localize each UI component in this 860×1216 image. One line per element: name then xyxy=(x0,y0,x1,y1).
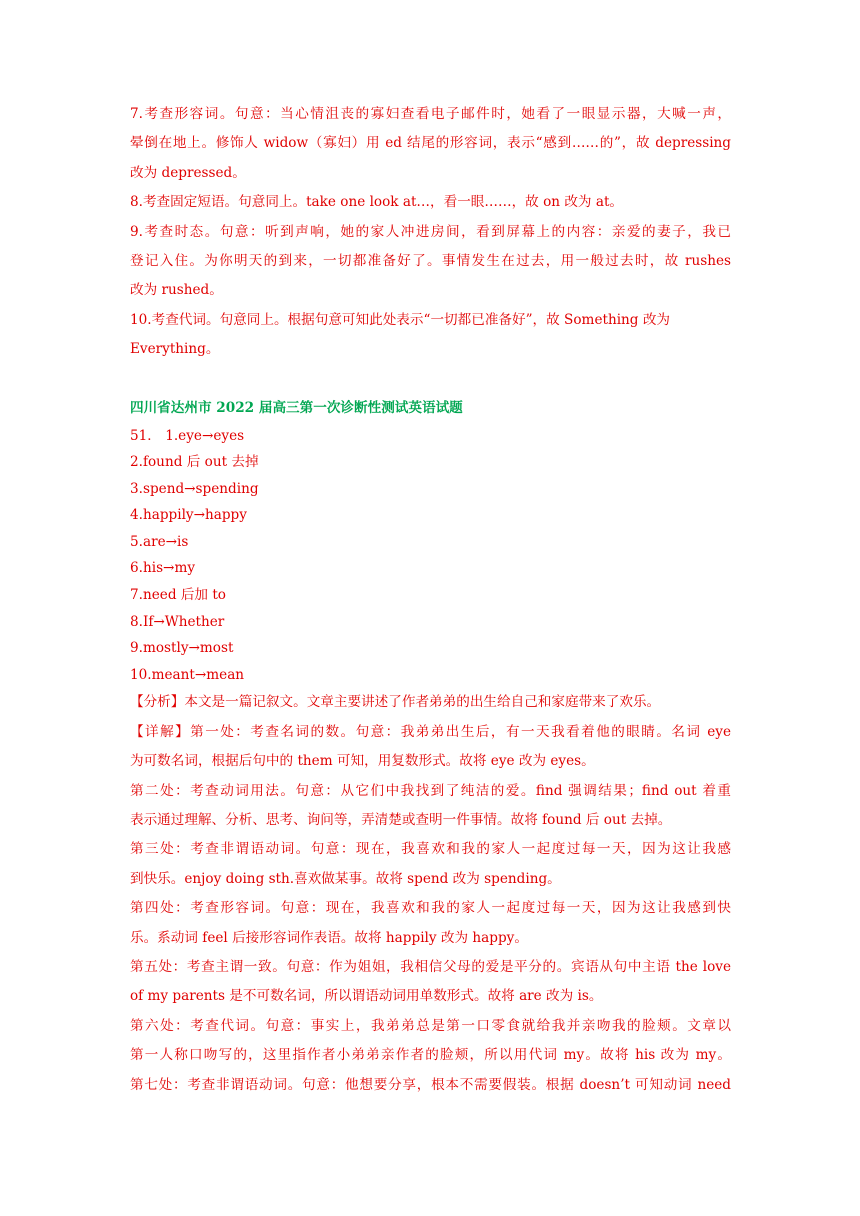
explanation-line: 第七处：考查非谓语动词。句意：他想要分享，根本不需要假装。根据 doesn’t 可知动词 need xyxy=(130,1076,731,1093)
explanation-line: 7.考查形容词。句意：当心情沮丧的寡妇查看电子邮件时，她看了一眼显示器，大喊一声， xyxy=(130,106,731,122)
answer-item: 8.If→Whether xyxy=(130,613,225,630)
explanation-line: 8.考查固定短语。句意同上。take one look at…，看一眼……，故 on 改为 at。 xyxy=(130,194,624,211)
explanation-line: 第五处：考查主谓一致。句意：作为姐姐，我相信父母的爱是平分的。宾语从句中主语 the love xyxy=(130,958,731,975)
answer-item: 7.need 后加 to xyxy=(130,587,226,604)
document-page xyxy=(130,100,731,1100)
explanation-line: 改为 rushed。 xyxy=(130,282,223,299)
section-previous-explanations xyxy=(130,100,731,365)
answer-item: 4.happily→happy xyxy=(130,507,247,524)
explanation-line: 晕倒在地上。修饰人 widow（寡妇）用 ed 结尾的形容词，表示“感到……的”，故 depressing xyxy=(130,135,731,152)
section-gap xyxy=(130,365,731,394)
explanation-line: 第三处：考查非谓语动词。句意：现在，我喜欢和我的家人一起度过每一天，因为这让我感 xyxy=(130,841,731,858)
section-title: 四川省达州市 2022 届高三第一次诊断性测试英语试题 xyxy=(130,399,463,416)
explanation-line: 第二处：考查动词用法。句意：从它们中我找到了纯洁的爱。find 强调结果；find out 着重 xyxy=(130,782,731,799)
explanation-line: Everything。 xyxy=(130,341,220,358)
explanation-line: 第一人称口吻写的，这里指作者小弟弟亲作者的脸颊，所以用代词 my。故将 his 改为 my。 xyxy=(130,1047,731,1064)
answer-item: 2.found 后 out 去掉 xyxy=(130,454,259,471)
answer-item: 10.meant→mean xyxy=(130,666,245,683)
answer-item: 5.are→is xyxy=(130,533,189,550)
explanation-line: 乐。系动词 feel 后接形容词作表语。故将 happily 改为 happy。 xyxy=(130,929,528,946)
explanation-line: 表示通过理解、分析、思考、询问等，弄清楚或查明一件事情。故将 found 后 out 去掉。 xyxy=(130,812,672,829)
explanation-line: 10.考查代词。句意同上。根据句意可知此处表示“一切都已准备好”，故 Something 改为 xyxy=(130,311,671,328)
explanation-line: 第四处：考查形容词。句意：现在，我喜欢和我的家人一起度过每一天，因为这让我感到快 xyxy=(130,900,731,917)
explanation-line: 第六处：考查代词。句意：事实上，我弟弟总是第一口零食就给我并亲吻我的脸颊。文章以 xyxy=(130,1017,731,1034)
explanation-line: 改为 depressed。 xyxy=(130,164,246,181)
explanation-line: of my parents 是不可数名词，所以谓语动词用单数形式。故将 are 改为 is。 xyxy=(130,988,603,1005)
explanation-line: 到快乐。enjoy doing sth.喜欢做某事。故将 spend 改为 spending。 xyxy=(130,870,561,887)
explanation-line: 为可数名词，根据后句中的 them 可知，用复数形式。故将 eye 改为 eyes。 xyxy=(130,753,595,770)
explanation-line: 9.考查时态。句意：听到声响，她的家人冲进房间，看到屏幕上的内容：亲爱的妻子，我已 xyxy=(130,223,731,240)
answer-item: 9.mostly→most xyxy=(130,640,234,657)
answer-item: 51． 1.eye→eyes xyxy=(130,427,245,444)
explanation-block xyxy=(130,688,731,1099)
explanation-line: 【分析】本文是一篇记叙文。文章主要讲述了作者弟弟的出生给自己和家庭带来了欢乐。 xyxy=(130,694,661,711)
answer-list xyxy=(130,423,731,689)
explanation-line: 【详解】第一处：考查名词的数。句意：我弟弟出生后，有一天我看着他的眼睛。名词 eye xyxy=(130,723,731,740)
answer-item: 3.spend→spending xyxy=(130,480,259,497)
explanation-line: 登记入住。为你明天的到来，一切都准备好了。事情发生在过去，用一般过去时，故 rushes xyxy=(130,252,731,269)
answer-item: 6.his→my xyxy=(130,560,196,577)
